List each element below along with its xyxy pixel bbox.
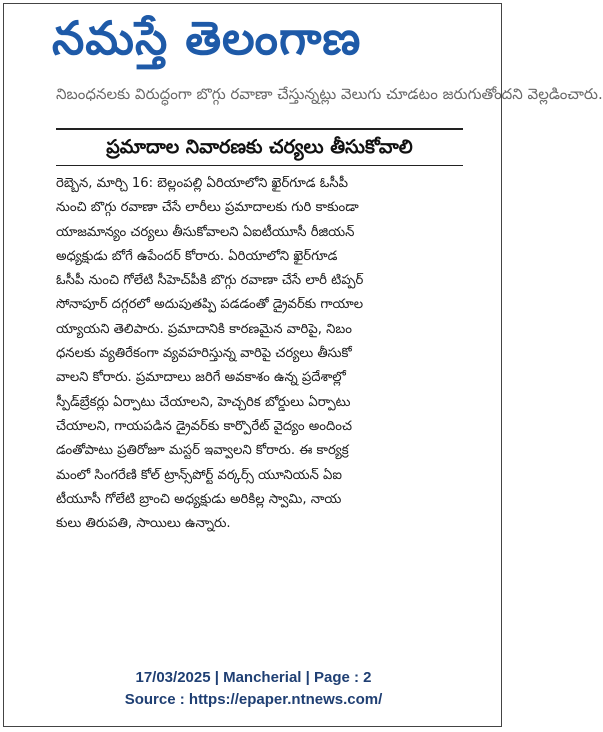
article-body-line: అధ్యక్షుడు బోగే ఉపేందర్ కోరారు. ఏరియాలోని ఖైర్‌గూడ [56,248,338,264]
article-body-line: ధనలకు వ్యతిరేకంగా వ్యవహరిస్తున్న వారిపై చర్యలు తీసుకో [56,346,352,362]
article-headline: ప్రమాదాల నివారణకు చర్యలు తీసుకోవాలి [106,136,413,158]
footer-date-edition-page: 17/03/2025 | Mancherial | Page : 2 [135,669,372,686]
article-body-line: చేయాలని, గాయపడిన డ్రైవర్‌కు కార్పొరేట్ వైద్యం అందించ [56,418,352,434]
headline-bottom-rule [56,165,463,166]
article-body [56,172,463,536]
article-body-line: వాలని కోరారు. ప్రమాదాలు జరిగే అవకాశం ఉన్న ప్రదేశాల్లో [56,370,346,386]
article-body-line: ఓసీపీ నుంచి గోలేటి సీహెచ్‌పీకి బొగ్గు రవాణా చేసే లారీ టిప్పర్ [56,273,364,289]
article-body-line: యాజమాన్యం చర్యలు తీసుకోవాలని ఏఐటీయూసీ రీజియన్ [56,224,355,240]
article-body-line: కులు తిరుపతి, సాయిలు ఉన్నారు. [56,516,231,532]
article-body-line: రెబ్బెన, మార్చి 16: బెల్లంపల్లి ఏరియాలోని ఖైర్‌గూడ ఓసీపీ [56,176,349,191]
cut-off-text: నిబంధనలకు విరుద్ధంగా బొగ్గు రవాణా చేస్తున్నట్లు వెలుగు చూడటం జరుగుతోందని వెల్లడించారు. [56,85,603,103]
newspaper-masthead: నమస్తే తెలంగాణ [52,11,362,65]
footer-source-link[interactable]: Source : https://epaper.ntnews.com/ [124,691,383,708]
article-body-line: య్యాయని తెలిపారు. ప్రమాదానికి కారణమైన వారిపై, నిబం [56,321,352,337]
article-body-line: డంతోపాటు ప్రతిరోజూ మస్టర్ ఇవ్వాలని కోరారు. ఈ కార్యక్ర [56,443,349,459]
cut-off-previous-article-line [56,85,603,114]
article-body-line: మంలో సింగరేణి కోల్ ట్రాన్స్‌పోర్ట్ వర్కర్స్ యూనియన్ ఏఐ [56,467,343,483]
headline-top-rule [56,128,463,130]
article-body-line: సోనాపూర్ దగ్గరలో అదుపుతప్పి పడడంతో డ్రైవర్‌కు గాయాల [56,297,364,313]
article-body-line: స్పీడ్‌బ్రేకర్లు ఏర్పాటు చేయాలని, హెచ్చరిక బోర్డులు ఏర్పాటు [56,394,351,410]
article-body-line: నుంచి బొగ్గు రవాణా చేసే లారీలు ప్రమాదాలకు గురి కాకుండా [56,200,359,216]
article-body-line: టీయూసీ గోలేటి బ్రాంచి అధ్యక్షుడు అరికిల్ల స్వామి, నాయ [56,491,342,507]
